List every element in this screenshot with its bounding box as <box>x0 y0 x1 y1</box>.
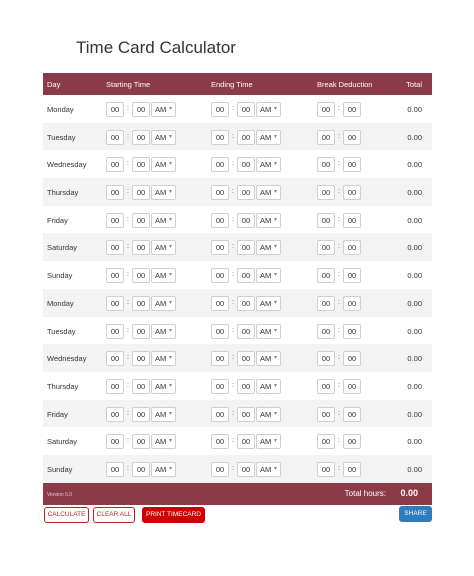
break-minute-input[interactable]: 00 <box>343 213 361 228</box>
time-separator: : <box>232 354 234 362</box>
start-minute-input[interactable]: 00 <box>132 130 150 145</box>
time-separator: : <box>338 409 340 417</box>
start-minute-input[interactable]: 00 <box>132 351 150 366</box>
break-minute-input[interactable]: 00 <box>343 351 361 366</box>
time-separator: : <box>127 132 129 140</box>
start-minute-input[interactable]: 00 <box>132 407 150 422</box>
break-minute-input[interactable]: 00 <box>343 462 361 477</box>
table-header <box>43 73 432 95</box>
start-hour-input[interactable]: 00 <box>106 434 124 449</box>
start-minute-input[interactable]: 00 <box>132 185 150 200</box>
end-minute-input[interactable]: 00 <box>237 324 255 339</box>
day-label: Wednesday <box>47 354 87 364</box>
share-button[interactable]: SHARE <box>399 506 432 522</box>
clear-all-button[interactable]: CLEAR ALL <box>93 507 135 523</box>
end-ampm-select[interactable]: AM ▾ <box>256 185 281 200</box>
end-hour-input[interactable]: 00 <box>211 296 229 311</box>
start-ampm-select[interactable]: AM ▾ <box>151 157 176 172</box>
time-separator: : <box>127 298 129 306</box>
time-separator: : <box>127 160 129 168</box>
break-minute-input[interactable]: 00 <box>343 434 361 449</box>
time-separator: : <box>232 437 234 445</box>
start-minute-input[interactable]: 00 <box>132 240 150 255</box>
table-row <box>43 317 432 345</box>
end-ampm-select[interactable]: AM ▾ <box>256 268 281 283</box>
table-row <box>43 427 432 455</box>
time-separator: : <box>232 243 234 251</box>
end-hour-input[interactable]: 00 <box>211 240 229 255</box>
day-label: Tuesday <box>47 132 76 142</box>
row-total: 0.00 <box>407 132 422 142</box>
end-minute-input[interactable]: 00 <box>237 102 255 117</box>
start-ampm-select[interactable]: AM ▾ <box>151 379 176 394</box>
end-hour-input[interactable]: 00 <box>211 324 229 339</box>
time-separator: : <box>127 271 129 279</box>
break-minute-input[interactable]: 00 <box>343 268 361 283</box>
start-hour-input[interactable]: 00 <box>106 240 124 255</box>
end-hour-input[interactable]: 00 <box>211 351 229 366</box>
end-ampm-select[interactable]: AM ▾ <box>256 407 281 422</box>
day-label: Friday <box>47 409 68 419</box>
start-minute-input[interactable]: 00 <box>132 434 150 449</box>
header-starting-time: Starting Time <box>106 80 151 89</box>
table-row <box>43 344 432 372</box>
time-separator: : <box>338 215 340 223</box>
time-separator: : <box>338 105 340 112</box>
time-separator: : <box>338 354 340 362</box>
header-ending-time: Ending Time <box>211 80 253 89</box>
start-ampm-select[interactable]: AM ▾ <box>151 268 176 283</box>
day-label: Wednesday <box>47 160 87 170</box>
start-ampm-select[interactable]: AM ▾ <box>151 462 176 477</box>
break-hour-input[interactable]: 00 <box>317 213 335 228</box>
print-timecard-button[interactable]: PRINT TIMECARD <box>142 507 205 523</box>
time-separator: : <box>338 326 340 334</box>
end-ampm-select[interactable]: AM ▾ <box>256 130 281 145</box>
time-separator: : <box>232 132 234 140</box>
table-row <box>43 206 432 234</box>
row-total: 0.00 <box>407 437 422 447</box>
day-label: Monday <box>47 298 74 308</box>
time-separator: : <box>232 188 234 196</box>
start-hour-input[interactable]: 00 <box>106 213 124 228</box>
table-row <box>43 95 432 123</box>
start-ampm-select[interactable]: AM ▾ <box>151 407 176 422</box>
break-hour-input[interactable]: 00 <box>317 102 335 117</box>
break-hour-input[interactable]: 00 <box>317 185 335 200</box>
time-separator: : <box>338 381 340 389</box>
end-ampm-select[interactable]: AM ▾ <box>256 351 281 366</box>
time-separator: : <box>338 298 340 306</box>
time-separator: : <box>127 381 129 389</box>
end-ampm-select[interactable]: AM ▾ <box>256 157 281 172</box>
start-ampm-select[interactable]: AM ▾ <box>151 434 176 449</box>
start-ampm-select[interactable]: AM ▾ <box>151 296 176 311</box>
day-label: Sunday <box>47 464 73 474</box>
break-hour-input[interactable]: 00 <box>317 324 335 339</box>
time-separator: : <box>127 464 129 472</box>
row-total: 0.00 <box>407 354 422 364</box>
end-minute-input[interactable]: 00 <box>237 130 255 145</box>
end-minute-input[interactable]: 00 <box>237 434 255 449</box>
time-card-table <box>43 73 432 505</box>
day-label: Sunday <box>47 271 73 281</box>
row-total: 0.00 <box>407 409 422 419</box>
end-minute-input[interactable]: 00 <box>237 462 255 477</box>
start-hour-input[interactable]: 00 <box>106 324 124 339</box>
end-minute-input[interactable]: 00 <box>237 157 255 172</box>
start-hour-input[interactable]: 00 <box>106 102 124 117</box>
end-hour-input[interactable]: 00 <box>211 185 229 200</box>
time-separator: : <box>127 409 129 417</box>
row-total: 0.00 <box>407 464 422 474</box>
table-body <box>43 95 432 483</box>
end-minute-input[interactable]: 00 <box>237 379 255 394</box>
end-ampm-select[interactable]: AM ▾ <box>256 462 281 477</box>
end-ampm-select[interactable]: AM ▾ <box>256 324 281 339</box>
table-row <box>43 150 432 178</box>
start-minute-input[interactable]: 00 <box>132 213 150 228</box>
day-label: Friday <box>47 215 68 225</box>
row-total: 0.00 <box>407 160 422 170</box>
time-separator: : <box>232 160 234 168</box>
end-minute-input[interactable]: 00 <box>237 213 255 228</box>
break-hour-input[interactable]: 00 <box>317 407 335 422</box>
start-minute-input[interactable]: 00 <box>132 102 150 117</box>
start-minute-input[interactable]: 00 <box>132 324 150 339</box>
break-minute-input[interactable]: 00 <box>343 324 361 339</box>
row-total: 0.00 <box>407 271 422 281</box>
row-total: 0.00 <box>407 326 422 336</box>
day-label: Saturday <box>47 437 78 447</box>
table-footer <box>43 483 432 505</box>
start-hour-input[interactable]: 00 <box>106 407 124 422</box>
end-hour-input[interactable]: 00 <box>211 379 229 394</box>
start-minute-input[interactable]: 00 <box>132 157 150 172</box>
row-total: 0.00 <box>407 381 422 391</box>
break-minute-input[interactable]: 00 <box>343 407 361 422</box>
end-hour-input[interactable]: 00 <box>211 268 229 283</box>
time-separator: : <box>338 464 340 472</box>
time-separator: : <box>232 298 234 306</box>
day-label: Saturday <box>47 243 78 253</box>
time-separator: : <box>232 381 234 389</box>
version-label: Version 5.0 <box>47 491 73 498</box>
end-hour-input[interactable]: 00 <box>211 213 229 228</box>
table-row <box>43 261 432 289</box>
end-hour-input[interactable]: 00 <box>211 462 229 477</box>
page-title: Time Card Calculator <box>76 38 236 57</box>
start-ampm-select[interactable]: AM ▾ <box>151 324 176 339</box>
start-hour-input[interactable]: 00 <box>106 462 124 477</box>
table-row <box>43 289 432 317</box>
end-minute-input[interactable]: 00 <box>237 351 255 366</box>
time-separator: : <box>338 243 340 251</box>
table-row <box>43 400 432 428</box>
end-ampm-select[interactable]: AM ▾ <box>256 379 281 394</box>
time-separator: : <box>127 354 129 362</box>
start-ampm-select[interactable]: AM ▾ <box>151 240 176 255</box>
time-separator: : <box>338 132 340 140</box>
day-label: Tuesday <box>47 326 76 336</box>
break-hour-input[interactable]: 00 <box>317 462 335 477</box>
end-hour-input[interactable]: 00 <box>211 102 229 117</box>
row-total: 0.00 <box>407 105 422 114</box>
end-ampm-select[interactable]: AM ▾ <box>256 296 281 311</box>
row-total: 0.00 <box>407 215 422 225</box>
break-hour-input[interactable]: 00 <box>317 296 335 311</box>
end-ampm-select[interactable]: AM ▾ <box>256 434 281 449</box>
end-minute-input[interactable]: 00 <box>237 407 255 422</box>
row-total: 0.00 <box>407 243 422 253</box>
time-separator: : <box>127 105 129 112</box>
day-label: Thursday <box>47 381 79 391</box>
start-ampm-select[interactable]: AM ▾ <box>151 130 176 145</box>
break-hour-input[interactable]: 00 <box>317 434 335 449</box>
break-minute-input[interactable]: 00 <box>343 185 361 200</box>
start-hour-input[interactable]: 00 <box>106 379 124 394</box>
break-minute-input[interactable]: 00 <box>343 130 361 145</box>
break-minute-input[interactable]: 00 <box>343 379 361 394</box>
break-hour-input[interactable]: 00 <box>317 157 335 172</box>
total-hours-value: 0.00 <box>400 487 418 498</box>
header-day: Day <box>47 80 61 89</box>
start-ampm-select[interactable]: AM ▾ <box>151 351 176 366</box>
start-hour-input[interactable]: 00 <box>106 296 124 311</box>
start-hour-input[interactable]: 00 <box>106 157 124 172</box>
start-hour-input[interactable]: 00 <box>106 185 124 200</box>
time-separator: : <box>232 271 234 279</box>
table-row <box>43 455 432 483</box>
time-separator: : <box>232 215 234 223</box>
time-separator: : <box>232 464 234 472</box>
time-separator: : <box>127 243 129 251</box>
break-minute-input[interactable]: 00 <box>343 240 361 255</box>
time-separator: : <box>232 326 234 334</box>
time-separator: : <box>127 215 129 223</box>
row-total: 0.00 <box>407 298 422 308</box>
time-separator: : <box>127 437 129 445</box>
start-ampm-select[interactable]: AM ▾ <box>151 102 176 117</box>
time-separator: : <box>127 326 129 334</box>
start-minute-input[interactable]: 00 <box>132 268 150 283</box>
end-minute-input[interactable]: 00 <box>237 296 255 311</box>
end-ampm-select[interactable]: AM ▾ <box>256 102 281 117</box>
end-minute-input[interactable]: 00 <box>237 268 255 283</box>
table-row <box>43 372 432 400</box>
day-label: Monday <box>47 105 74 114</box>
time-separator: : <box>338 160 340 168</box>
end-ampm-select[interactable]: AM ▾ <box>256 213 281 228</box>
time-separator: : <box>232 409 234 417</box>
end-minute-input[interactable]: 00 <box>237 240 255 255</box>
start-hour-input[interactable]: 00 <box>106 268 124 283</box>
time-separator: : <box>232 105 234 112</box>
table-row <box>43 123 432 151</box>
break-hour-input[interactable]: 00 <box>317 379 335 394</box>
time-separator: : <box>127 188 129 196</box>
end-hour-input[interactable]: 00 <box>211 407 229 422</box>
day-label: Thursday <box>47 188 79 198</box>
break-hour-input[interactable]: 00 <box>317 240 335 255</box>
start-hour-input[interactable]: 00 <box>106 130 124 145</box>
end-hour-input[interactable]: 00 <box>211 157 229 172</box>
row-total: 0.00 <box>407 188 422 198</box>
time-separator: : <box>338 271 340 279</box>
header-break-deduction: Break Deduction <box>317 80 373 89</box>
calculate-button[interactable]: CALCULATE <box>44 507 89 523</box>
break-hour-input[interactable]: 00 <box>317 130 335 145</box>
end-hour-input[interactable]: 00 <box>211 434 229 449</box>
break-minute-input[interactable]: 00 <box>343 102 361 117</box>
start-minute-input[interactable]: 00 <box>132 296 150 311</box>
time-separator: : <box>338 188 340 196</box>
start-ampm-select[interactable]: AM ▾ <box>151 185 176 200</box>
end-ampm-select[interactable]: AM ▾ <box>256 240 281 255</box>
start-hour-input[interactable]: 00 <box>106 351 124 366</box>
break-hour-input[interactable]: 00 <box>317 268 335 283</box>
end-hour-input[interactable]: 00 <box>211 130 229 145</box>
end-minute-input[interactable]: 00 <box>237 185 255 200</box>
table-row <box>43 233 432 261</box>
break-minute-input[interactable]: 00 <box>343 296 361 311</box>
start-minute-input[interactable]: 00 <box>132 379 150 394</box>
start-minute-input[interactable]: 00 <box>132 462 150 477</box>
break-hour-input[interactable]: 00 <box>317 351 335 366</box>
time-separator: : <box>338 437 340 445</box>
table-row <box>43 178 432 206</box>
total-hours-label: Total hours: <box>344 488 386 498</box>
start-ampm-select[interactable]: AM ▾ <box>151 213 176 228</box>
header-total: Total <box>406 80 422 89</box>
break-minute-input[interactable]: 00 <box>343 157 361 172</box>
